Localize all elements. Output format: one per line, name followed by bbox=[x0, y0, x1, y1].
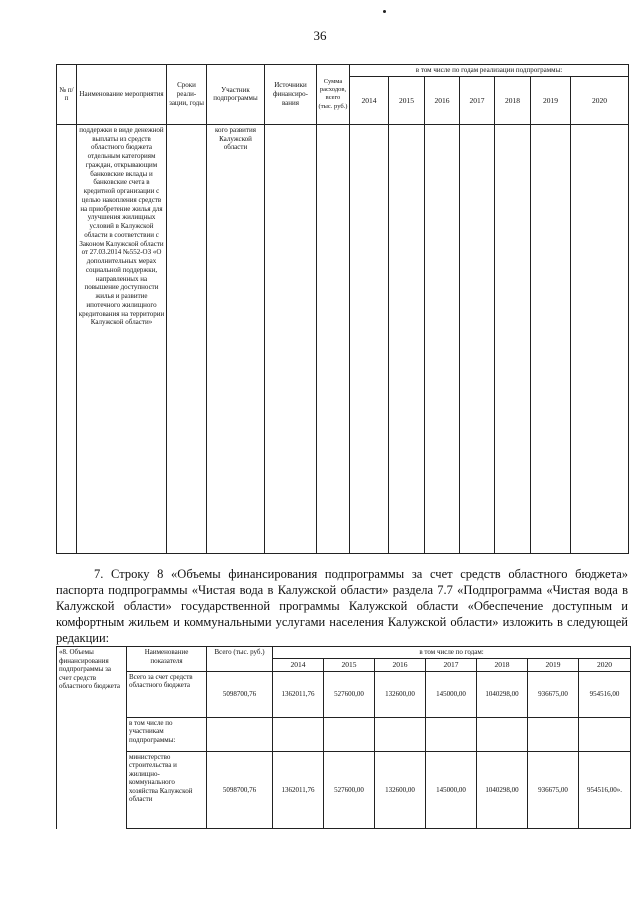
page-number: 36 bbox=[313, 28, 327, 43]
row-participants-label: в том числе по участникам подпрограммы: bbox=[127, 717, 207, 751]
cell-year bbox=[350, 124, 389, 553]
cell-num bbox=[57, 124, 77, 553]
row-label-cell: «8. Объемы финансирования подпрограммы за счет средств областного бюджета bbox=[57, 647, 127, 829]
cell-year bbox=[389, 124, 425, 553]
cell-year bbox=[531, 124, 571, 553]
header-year: 2016 bbox=[425, 76, 460, 124]
header-year: 2017 bbox=[460, 76, 495, 124]
row-total-sum: 5098700,76 bbox=[207, 671, 273, 717]
header-year: 2019 bbox=[531, 76, 571, 124]
header-year: 2016 bbox=[375, 658, 426, 671]
value-cell: 527600,00 bbox=[324, 671, 375, 717]
header-term: Сроки реали-зации, годы bbox=[167, 65, 207, 125]
header-year: 2014 bbox=[273, 658, 324, 671]
value-cell bbox=[273, 717, 324, 751]
header-total: Сумма расходов, всего (тыс. руб.) bbox=[317, 65, 350, 125]
row-participants-sum bbox=[207, 717, 273, 751]
header-participant: Участник подпрограммы bbox=[207, 65, 265, 125]
value-cell bbox=[375, 717, 426, 751]
value-cell: 145000,00 bbox=[426, 671, 477, 717]
value-cell: 936675,00 bbox=[528, 751, 579, 828]
header-by-years: в том числе по годам: bbox=[273, 647, 631, 659]
activity-name-cell: поддержки в виде денежной выплаты из средств областного бюджета отдельным категориям граждан, открывающим банковские вклады и банковские счета в кредитной организации с целью накопления средств на приобретение жилья для улучшения жилищных условий в Калужской области в соответствии с Законом Калужской области от 27.03.2014 №552-ОЗ «О дополнительных мерах социальной поддержки, направленных на повышение доступности жилья и развитие ипотечного жилищного кредитования на территории Калужской области» bbox=[77, 124, 167, 553]
row-ministry-label: министерство строительства и жилищно-коммунального хозяйства Калужской области bbox=[127, 751, 207, 828]
value-cell: 132600,00 bbox=[375, 751, 426, 828]
header-num: № п/п bbox=[57, 65, 77, 125]
cell-year bbox=[425, 124, 460, 553]
value-cell bbox=[528, 717, 579, 751]
value-cell: 132600,00 bbox=[375, 671, 426, 717]
cell-year bbox=[571, 124, 629, 553]
header-by-years: в том числе по годам реализации подпрограммы: bbox=[350, 65, 629, 77]
cell-total bbox=[317, 124, 350, 553]
header-year: 2018 bbox=[495, 76, 531, 124]
value-cell bbox=[477, 717, 528, 751]
value-cell bbox=[579, 717, 631, 751]
header-year: 2018 bbox=[477, 658, 528, 671]
value-cell bbox=[324, 717, 375, 751]
value-cell: 1040298,00 bbox=[477, 671, 528, 717]
cell-sources bbox=[265, 124, 317, 553]
value-cell: 1362011,76 bbox=[273, 751, 324, 828]
value-cell bbox=[426, 717, 477, 751]
value-cell: 145000,00 bbox=[426, 751, 477, 828]
row-ministry-sum: 5098700,76 bbox=[207, 751, 273, 828]
value-cell: 527600,00 bbox=[324, 751, 375, 828]
funding-table bbox=[56, 646, 631, 829]
scan-dot bbox=[383, 10, 386, 13]
row-total-label: Всего за счет средств областного бюджета bbox=[127, 671, 207, 717]
header-year: 2014 bbox=[350, 76, 389, 124]
cell-term bbox=[167, 124, 207, 553]
value-cell: 954516,00 bbox=[579, 671, 631, 717]
amendment-paragraph: 7. Строку 8 «Объемы финансирования подпрограммы за счет средств областного бюджета» паспорта подпрограммы «Чистая вода в Калужской области» раздела 7.7 «Подпрограмма «Чистая вода в Калужской области» государственной программы Калужской области «Обеспечение доступным и комфортным жильем и коммунальными услугами населения Калужской области» изложить в следующей редакции: bbox=[56, 567, 628, 645]
header-sources: Источники финансиро-вания bbox=[265, 65, 317, 125]
value-cell: 936675,00 bbox=[528, 671, 579, 717]
header-year: 2017 bbox=[426, 658, 477, 671]
header-indicator: Наименование показателя bbox=[127, 647, 207, 672]
value-cell: 954516,00». bbox=[579, 751, 631, 828]
header-year: 2020 bbox=[571, 76, 629, 124]
header-year: 2015 bbox=[324, 658, 375, 671]
value-cell: 1362011,76 bbox=[273, 671, 324, 717]
cell-year bbox=[460, 124, 495, 553]
header-name: Наименование мероприятия bbox=[77, 65, 167, 125]
header-year: 2020 bbox=[579, 658, 631, 671]
header-year: 2019 bbox=[528, 658, 579, 671]
cell-year bbox=[495, 124, 531, 553]
value-cell: 1040298,00 bbox=[477, 751, 528, 828]
activities-table bbox=[56, 64, 629, 554]
header-total: Всего (тыс. руб.) bbox=[207, 647, 273, 672]
participant-cell: кого развития Калужской области bbox=[207, 124, 265, 553]
header-year: 2015 bbox=[389, 76, 425, 124]
